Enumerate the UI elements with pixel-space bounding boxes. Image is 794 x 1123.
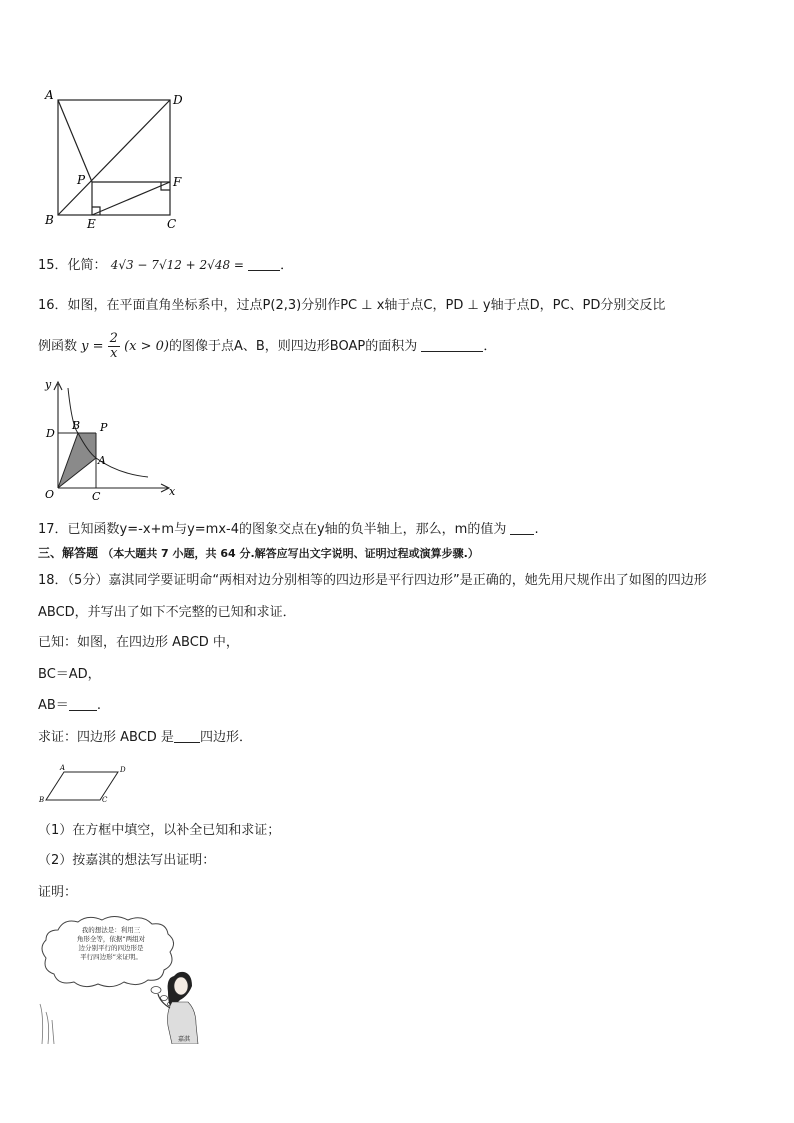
q18-sub2: （2）按嘉淇的想法写出证明： <box>38 853 216 868</box>
section-3-note: （本大题共 7 小题，共 64 分.解答应写出文字说明、证明过程或演算步骤.） <box>102 547 479 560</box>
segment-ef <box>92 182 170 215</box>
q16-line2-a: 例函数 <box>38 339 78 354</box>
label-c2: C <box>92 490 101 502</box>
q18-ab-blank[interactable] <box>69 696 97 711</box>
label-c: C <box>167 217 177 231</box>
q16-fraction-num: 2 <box>109 331 118 346</box>
label-x: x <box>169 485 176 498</box>
label-b: B <box>45 213 54 227</box>
q18-known: 已知：如图，在四边形 ABCD 中， <box>38 635 239 650</box>
bubble-line-4: 平行四边形”来证明。 <box>80 953 142 961</box>
label-a: A <box>45 88 54 102</box>
label-d: D <box>173 93 183 107</box>
label-d3: D <box>120 766 126 774</box>
question-16-line2 <box>38 330 496 364</box>
section-3-title: 三、解答题 <box>38 546 99 560</box>
label-p: P <box>77 173 86 187</box>
thought-illustration <box>38 916 208 1044</box>
diagonal-bd <box>58 100 170 215</box>
q18-prove-a: 求证：四边形 ABCD 是 <box>38 730 174 745</box>
label-b2: B <box>72 419 81 432</box>
q18-line1: 18．（5分）嘉淇同学要证明命“两相对边分别相等的四边形是平行四边形”是正确的，她先用尺规作出了如图的四边形 <box>38 573 707 588</box>
label-b3: B <box>39 796 45 804</box>
q16-line2-b: 的图像于点A、B，则四边形BOAP的面积为 <box>169 339 418 354</box>
question-16-line1 <box>38 297 665 315</box>
question-15 <box>38 256 293 275</box>
label-f: F <box>173 175 182 189</box>
shaded-region-boap <box>58 433 96 488</box>
label-e: E <box>87 217 96 231</box>
q17-number: 17． <box>38 522 68 537</box>
section-3-header <box>38 544 479 563</box>
q18-prove-b: 四边形． <box>199 730 252 745</box>
label-d2: D <box>46 427 55 440</box>
q18-proof: 证明： <box>38 885 78 900</box>
coordinate-figure <box>38 376 183 502</box>
q16-function-lhs: y = <box>81 339 104 354</box>
q15-text: 化简： <box>67 258 107 273</box>
character-name: 嘉淇 <box>178 1036 191 1043</box>
q18-line2: ABCD，并写出了如下不完整的已知和求证． <box>38 605 296 620</box>
bubble-line-2: 角形全等，依据“两组对 <box>76 935 146 943</box>
q18-prove-blank[interactable] <box>174 728 200 743</box>
question-17 <box>38 520 539 539</box>
q15-end: ． <box>280 258 294 273</box>
label-y: y <box>45 378 52 391</box>
q17-answer-blank[interactable] <box>510 520 534 535</box>
bubble-text <box>52 926 170 962</box>
q18-bc: BC＝AD， <box>38 667 101 682</box>
q16-end: ． <box>483 339 497 354</box>
bubble-line-1: 我的想法是：利用三 <box>81 926 141 934</box>
q16-line1: 如图，在平面直角坐标系中，过点P(2,3)分别作PC ⊥ x轴于点C，PD ⊥ y轴于点D，PC、PD分别交反比 <box>67 298 666 313</box>
q16-fraction <box>108 332 120 361</box>
bubble-line-3: 边分别平行的四边形是 <box>78 944 144 952</box>
q18-prove-line <box>38 728 252 747</box>
label-o: O <box>45 488 55 501</box>
q18-sub1: （1）在方框中填空，以补全已知和求证； <box>38 823 281 838</box>
q15-expression: 4√3 − 7√12 + 2√48 = <box>110 258 244 272</box>
q16-number: 16． <box>38 298 68 313</box>
q18-ab-end: . <box>96 698 101 713</box>
q18-ab-line <box>38 696 101 715</box>
segment-ap <box>58 100 92 182</box>
q16-answer-blank[interactable] <box>421 337 483 352</box>
q18-ab: AB＝ <box>38 698 69 713</box>
parallelogram-figure <box>38 760 130 808</box>
q16-function-cond: (x > 0) <box>124 339 169 354</box>
q17-end: . <box>534 522 539 537</box>
q15-number: 15． <box>38 258 68 273</box>
q17-text: 已知函数y=-x+m与y=mx-4的图象交点在y轴的负半轴上，那么，m的值为 <box>67 522 507 537</box>
square-figure <box>40 86 200 236</box>
q15-answer-blank[interactable] <box>248 256 280 271</box>
q16-fraction-den: x <box>110 346 118 361</box>
label-a3: A <box>60 764 66 772</box>
label-p2: P <box>100 421 108 434</box>
label-c3: C <box>102 796 108 804</box>
label-a2: A <box>98 454 106 467</box>
